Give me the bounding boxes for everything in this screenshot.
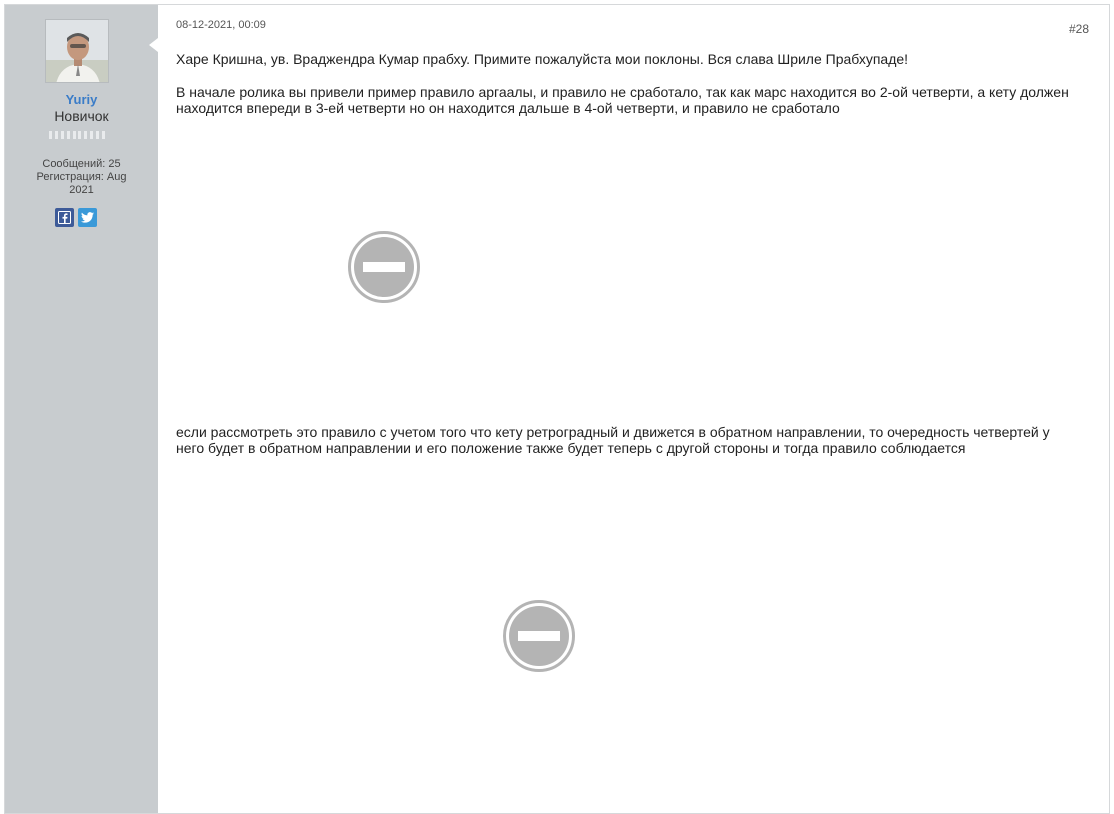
post-content bbox=[158, 5, 1109, 813]
username-link[interactable]: Yuriy bbox=[65, 92, 98, 107]
user-stats bbox=[23, 158, 140, 197]
forum-post bbox=[4, 4, 1110, 814]
post-paragraph-explanation: если рассмотреть это правило с учетом того что кету ретроградный и движется в обратном направлении, то очередность четвертей у него будет в обратном направлении и его положение также будет теперь с другой стороны и тогда правило соблюдается bbox=[176, 424, 1050, 456]
post-paragraph-question: В начале ролика вы привели пример правило аргаалы, и правило не сработало, так как марс находится во 2-ой четверти, а кету должен находится впереди в 3-ей четверти но он находится дальше в 4-ой четверти, и правило не сработало bbox=[176, 84, 1069, 116]
user-rank: Новичок bbox=[54, 108, 109, 124]
post-paragraph-greeting: Харе Кришна, ув. Враджендра Кумар прабху. Примите пожалуйста мои поклоны. Вся слава Шриле Прабхупаде! bbox=[176, 51, 909, 67]
registration-date: Регистрация: Aug 2021 bbox=[36, 171, 127, 196]
post-count: Сообщений: 25 bbox=[42, 158, 121, 170]
facebook-icon[interactable] bbox=[55, 208, 74, 227]
post-number-link[interactable]: #28 bbox=[1068, 22, 1089, 36]
user-sidebar bbox=[5, 5, 158, 813]
sidebar-pointer bbox=[149, 38, 158, 52]
rank-progress-bar bbox=[49, 131, 105, 139]
avatar[interactable] bbox=[45, 19, 109, 83]
blocked-image-icon bbox=[348, 231, 420, 303]
twitter-icon[interactable] bbox=[78, 208, 97, 227]
blocked-image-icon bbox=[503, 600, 575, 672]
social-links bbox=[55, 208, 97, 227]
post-date: 08-12-2021, 00:09 bbox=[176, 19, 266, 31]
